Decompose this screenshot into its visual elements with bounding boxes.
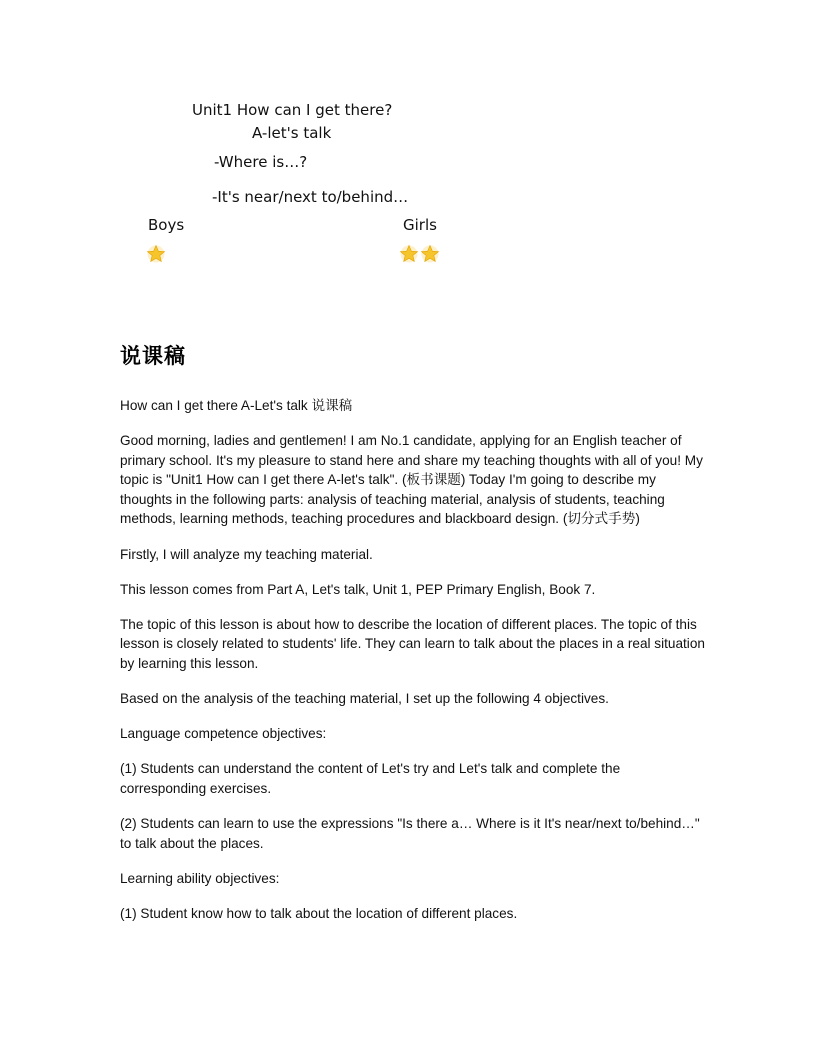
team-girls-label: Girls (403, 216, 437, 234)
page-heading: 说课稿 (120, 344, 186, 368)
blackboard-question: -Where is…? (214, 153, 308, 171)
star-icon (399, 244, 419, 264)
paragraph-topic: The topic of this lesson is about how to describe the location of different places. The topic of this lesson is closely related to students' life. They can learn to talk about the places in a real situation by learning this lesson. (120, 616, 705, 671)
blackboard-answer: -It's near/next to/behind… (212, 188, 409, 206)
paragraph-analysis-intro: Firstly, I will analyze my teaching material. (120, 546, 373, 562)
paragraph-introduction: Good morning, ladies and gentlemen! I am No.1 candidate, applying for an English teacher of primary school. It's my pleasure to stand here and share my teaching thoughts with all of you! My topic is "Unit1 How can I get there A-let's talk". (板书课题) Today I'm going to describe my thoughts in the following parts: analysis of teaching material, analysis of students, teaching methods, learning methods, teaching procedures and blackboard design. (切分式手势) (120, 433, 703, 527)
paragraph-language-objective-1: (1) Students can understand the content of Let's try and Let's talk and complete the corresponding exercises. (120, 761, 621, 796)
paragraph-language-objectives-heading: Language competence objectives: (120, 726, 327, 742)
paragraph-objectives-intro: Based on the analysis of the teaching material, I set up the following 4 objectives. (120, 691, 609, 707)
star-icon (420, 244, 440, 264)
boys-star-row (146, 244, 166, 264)
speech-content (120, 396, 705, 939)
paragraph-title: How can I get there A-Let's talk 说课稿 (120, 398, 353, 413)
paragraph-language-objective-2: (2) Students can learn to use the expressions "Is there a… Where is it It's near/next to/behind…" to talk about the places. (120, 815, 700, 851)
girls-star-row (399, 244, 440, 264)
blackboard-title: Unit1 How can I get there? (192, 101, 393, 119)
team-boys-label: Boys (148, 216, 185, 234)
blackboard-subtitle: A-let's talk (252, 124, 332, 142)
paragraph-learning-objective-1: (1) Student know how to talk about the location of different places. (120, 905, 518, 921)
star-icon (146, 244, 166, 264)
paragraph-lesson-source: This lesson comes from Part A, Let's talk, Unit 1, PEP Primary English, Book 7. (120, 581, 596, 597)
paragraph-learning-objectives-heading: Learning ability objectives: (120, 870, 280, 886)
